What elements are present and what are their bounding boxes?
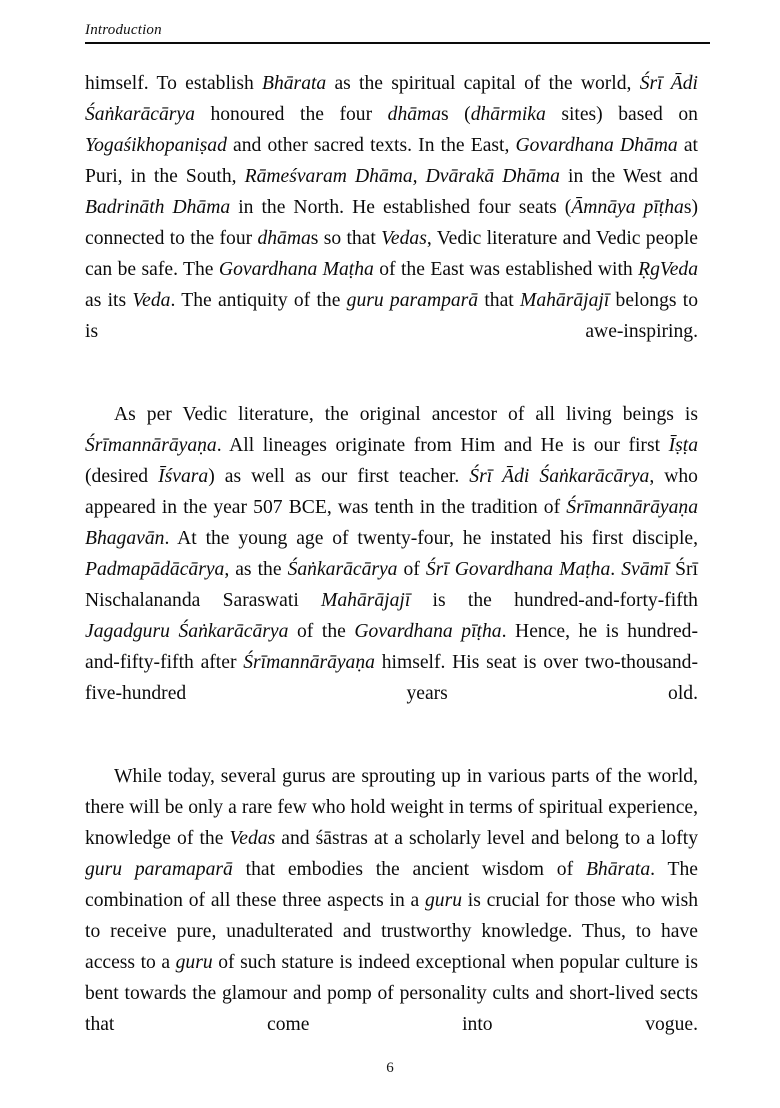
italic-term: Śaṅkarācārya xyxy=(287,559,398,580)
text-run: , who appeared in the year 507 BCE, was tenth in the tradition of xyxy=(85,466,698,518)
italic-term: Mahārājajī xyxy=(321,590,411,611)
text-run: of xyxy=(397,559,426,580)
italic-term: dhāma xyxy=(257,228,311,249)
text-run: , Vedic literature and Vedic people can be safe. The xyxy=(85,228,699,280)
italic-term: Śrī Govardhana Maṭha xyxy=(425,559,611,580)
text-run: as its xyxy=(85,290,133,311)
text-run: of the xyxy=(288,621,355,642)
text-run: . The antiquity of the xyxy=(170,290,347,311)
italic-term: guru paramparā xyxy=(346,290,479,311)
text-run: Śrī Nischalananda Saraswati xyxy=(85,559,699,611)
italic-term: Jagadguru Śaṅkarācārya xyxy=(85,621,289,642)
italic-term: Śrī Ādi Śaṅkarācārya xyxy=(85,73,698,125)
italic-term: Veda xyxy=(132,290,171,311)
text-run: and other sacred texts. In the East, xyxy=(226,135,516,156)
italic-term: Badrināth Dhāma xyxy=(85,197,231,218)
italic-term: Śrīmannārāyaṇa xyxy=(85,435,217,456)
text-run: is the hundred-and-forty-fifth xyxy=(410,590,698,611)
italic-term: Śrī Ādi Śaṅkarācārya xyxy=(469,466,650,487)
text-run: . The combination of all these three aspects in a xyxy=(85,859,698,911)
italic-term: Govardhana Dhāma xyxy=(515,135,678,156)
italic-term: Īṣṭa xyxy=(668,435,698,456)
italic-term: Svāmī xyxy=(621,559,670,580)
italic-term: Padmapādācārya xyxy=(85,559,225,580)
italic-term: ṚgVeda xyxy=(638,259,698,280)
text-run: ) as well as our first teacher. xyxy=(208,466,470,487)
text-run: While today, several gurus are sprouting up in various parts of the world, there will be only a rare few who hold weight in terms of spiritual experience, knowledge of the xyxy=(85,766,698,849)
text-run: of such stature is indeed exceptional when popular culture is bent towards the glamour and pomp of personality cults and short-lived sects that come into vogue. xyxy=(85,952,698,1035)
italic-term: Īśvara xyxy=(158,466,209,487)
text-run: . Hence, he is hundred-and-fifty-fifth after xyxy=(85,621,699,673)
text-run: himself. His seat is over two-thousand-five-hundred years old. xyxy=(85,652,698,704)
italic-term: guru xyxy=(424,890,463,911)
body-text xyxy=(85,68,698,1071)
text-run: as the spiritual capital of the world, xyxy=(326,73,640,94)
text-run: s so that xyxy=(310,228,382,249)
text-run: that xyxy=(478,290,521,311)
italic-term: dhārmika xyxy=(470,104,546,125)
para-dhamas xyxy=(85,68,698,378)
text-run: is crucial for those who wish to receive pure, unadulterated and trustworthy knowledge. Thus, to have access to a xyxy=(85,890,698,973)
italic-term: Rāmeśvaram Dhāma, Dvārakā Dhāma xyxy=(244,166,560,187)
text-run: himself. To establish xyxy=(85,73,262,94)
italic-term: Bhārata xyxy=(585,859,651,880)
italic-term: Āmnāya pīṭha xyxy=(571,197,684,218)
italic-term: Vedas xyxy=(381,228,427,249)
italic-term: Bhārata xyxy=(262,73,327,94)
page-number: 6 xyxy=(386,1060,394,1076)
text-run: in the West and xyxy=(559,166,698,187)
text-run: and śāstras at a scholarly level and belong to a lofty xyxy=(275,828,698,849)
italic-term: Śrīmannārāyaṇa Bhagavān xyxy=(85,497,698,549)
text-run: . At the young age of twenty-four, he instated his first disciple, xyxy=(164,528,698,549)
text-run: (desired xyxy=(85,466,159,487)
italic-term: Vedas xyxy=(229,828,276,849)
text-run: at Puri, in the South, xyxy=(85,135,698,187)
text-run: that embodies the ancient wisdom of xyxy=(232,859,586,880)
running-header-title: Introduction xyxy=(85,22,162,38)
text-run: belongs to is awe-inspiring. xyxy=(85,290,698,342)
italic-term: Mahārājajī xyxy=(520,290,610,311)
italic-term: guru paramaparā xyxy=(85,859,233,880)
running-header xyxy=(85,22,710,44)
header-rule xyxy=(85,42,710,44)
para-gurus-today xyxy=(85,761,698,1071)
text-run: . xyxy=(610,559,622,580)
italic-term: Govardhana Maṭha xyxy=(218,259,374,280)
text-run: , as the xyxy=(224,559,288,580)
para-srimannarayana xyxy=(85,399,698,740)
text-run: s ( xyxy=(441,104,471,125)
text-run: . All lineages originate from Him and He is our first xyxy=(216,435,669,456)
text-run: s) connected to the four xyxy=(85,197,698,249)
text-run: honoured the four xyxy=(194,104,388,125)
italic-term: Govardhana pīṭha xyxy=(354,621,502,642)
text-run: in the North. He established four seats ( xyxy=(230,197,572,218)
italic-term: guru xyxy=(175,952,213,973)
text-run: of the East was established with xyxy=(373,259,639,280)
italic-term: dhāma xyxy=(387,104,441,125)
italic-term: Śrīmannārāyaṇa xyxy=(243,652,375,673)
text-run: sites) based on xyxy=(545,104,698,125)
text-run: As per Vedic literature, the original ancestor of all living beings is xyxy=(114,404,698,425)
italic-term: Yogaśikhopaniṣad xyxy=(85,135,227,156)
